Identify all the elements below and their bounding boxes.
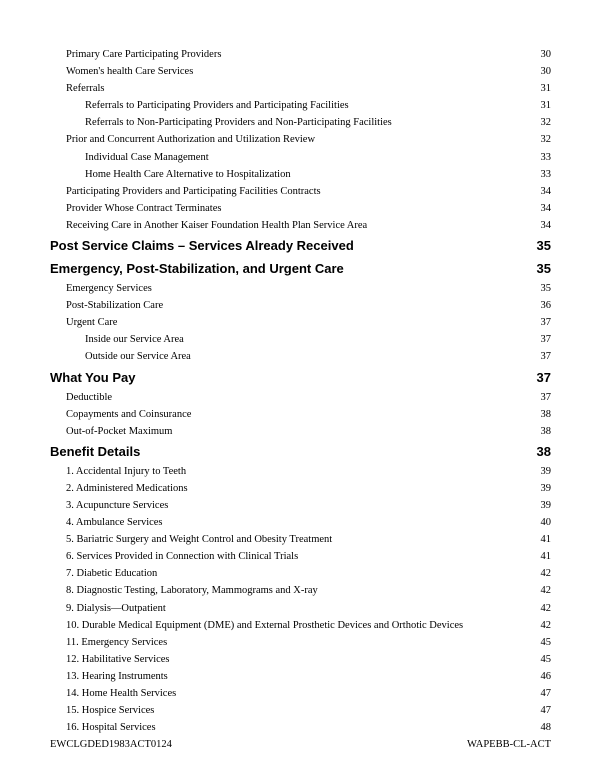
toc-entry[interactable] xyxy=(50,651,551,668)
toc-entry[interactable] xyxy=(50,668,551,685)
toc-entry[interactable] xyxy=(50,280,551,297)
toc-page-number: 39 xyxy=(540,482,551,494)
toc-entry-label: 12. Habilitative Services xyxy=(66,653,170,665)
toc-entry-label: Benefit Details xyxy=(50,443,141,459)
toc-entry[interactable] xyxy=(50,80,551,97)
footer-document-code: EWCLGDED1983ACT0124 xyxy=(50,739,172,750)
toc-entry[interactable] xyxy=(50,565,551,582)
toc-section-heading[interactable] xyxy=(50,440,551,463)
toc-page-number: 37 xyxy=(540,391,551,403)
toc-entry[interactable] xyxy=(50,685,551,702)
toc-entry-label: Referrals to Non-Participating Providers and Non-Participating Facilities xyxy=(85,117,392,129)
toc-entry[interactable] xyxy=(50,46,551,63)
toc-page-number: 38 xyxy=(540,408,551,420)
toc-page-number: 45 xyxy=(540,653,551,665)
toc-page-number: 30 xyxy=(540,66,551,78)
toc-entry[interactable] xyxy=(50,719,551,736)
toc-entry[interactable] xyxy=(50,423,551,440)
toc-entry[interactable] xyxy=(50,314,551,331)
toc-entry[interactable] xyxy=(50,183,551,200)
toc-entry-label: 6. Services Provided in Connection with Clinical Trials xyxy=(66,551,299,563)
toc-page-number: 32 xyxy=(540,134,551,146)
toc-entry-label: Referrals to Participating Providers and Participating Facilities xyxy=(85,100,349,112)
toc-entry-label: Home Health Care Alternative to Hospitalization xyxy=(85,168,291,180)
toc-entry-label: 14. Home Health Services xyxy=(66,688,177,699)
toc-page-number: 42 xyxy=(540,585,551,597)
toc-page-number: 34 xyxy=(540,185,551,197)
toc-entry-label: 10. Durable Medical Equipment (DME) and External Prosthetic Devices and Orthotic Devices xyxy=(66,619,464,631)
toc-page-number: 41 xyxy=(540,551,551,563)
toc-entry[interactable] xyxy=(50,702,551,719)
toc-page-number: 42 xyxy=(540,568,551,580)
toc-entry[interactable] xyxy=(50,600,551,617)
toc-entry[interactable] xyxy=(50,97,551,114)
toc-entry-label: 5. Bariatric Surgery and Weight Control and Obesity Treatment xyxy=(66,534,333,546)
toc-entry[interactable] xyxy=(50,131,551,148)
toc-entry-label: Participating Providers and Participating Facilities Contracts xyxy=(66,185,321,197)
toc-entry[interactable] xyxy=(50,114,551,131)
toc-entry[interactable] xyxy=(50,166,551,183)
toc-page-number: 34 xyxy=(540,202,551,214)
toc-page-number: 38 xyxy=(536,443,551,459)
toc-page-number: 31 xyxy=(540,83,551,95)
toc-page-number: 31 xyxy=(540,100,551,112)
toc-page-number: 37 xyxy=(540,317,551,329)
toc-entry-label: Primary Care Participating Providers xyxy=(66,49,222,60)
toc-page-number: 45 xyxy=(540,636,551,648)
toc-entry-label: 2. Administered Medications xyxy=(66,482,188,494)
toc-entry-label: 13. Hearing Instruments xyxy=(66,670,168,682)
toc-page-number: 35 xyxy=(536,261,551,277)
toc-page-number: 33 xyxy=(540,168,551,180)
toc-page-number: 47 xyxy=(540,705,551,717)
footer-form-code: WAPEBB-CL-ACT xyxy=(467,739,551,750)
toc-page-number: 37 xyxy=(536,369,551,385)
toc-entry-label: Outside our Service Area xyxy=(85,351,191,363)
toc-entry[interactable] xyxy=(50,200,551,217)
toc-page-number: 40 xyxy=(540,517,551,529)
toc-entry-label: Post Service Claims – Services Already Received xyxy=(50,238,354,254)
toc-entry-label: Post-Stabilization Care xyxy=(66,300,164,312)
toc-page-number: 37 xyxy=(540,334,551,346)
toc-page-number: 39 xyxy=(540,465,551,477)
toc-section-heading[interactable] xyxy=(50,366,551,389)
toc-entry[interactable] xyxy=(50,149,551,166)
toc-page-number: 42 xyxy=(540,619,551,631)
toc-entry-label: Prior and Concurrent Authorization and Utilization Review xyxy=(66,134,316,146)
toc-page-number: 48 xyxy=(540,722,551,734)
toc-entry-label: 15. Hospice Services xyxy=(66,705,155,717)
toc-entry[interactable] xyxy=(50,634,551,651)
toc-entry[interactable] xyxy=(50,617,551,634)
toc-page-number: 33 xyxy=(540,151,551,163)
page-footer xyxy=(50,739,551,750)
toc-entry[interactable] xyxy=(50,480,551,497)
toc-entry-label: Emergency, Post-Stabilization, and Urgent Care xyxy=(50,261,344,277)
toc-entry-label: Women's health Care Services xyxy=(66,66,194,78)
toc-entry-label: 1. Accidental Injury to Teeth xyxy=(66,465,187,477)
toc-entry[interactable] xyxy=(50,331,551,348)
toc-entry[interactable] xyxy=(50,463,551,480)
toc-page-number: 37 xyxy=(540,351,551,363)
toc-entry-label: Receiving Care in Another Kaiser Foundation Health Plan Service Area xyxy=(66,219,368,231)
toc-entry-label: Provider Whose Contract Terminates xyxy=(66,202,222,214)
toc-page-number: 47 xyxy=(540,688,551,699)
toc-section-heading[interactable] xyxy=(50,257,551,280)
toc-entry-label: 3. Acupuncture Services xyxy=(66,499,169,511)
toc-entry[interactable] xyxy=(50,514,551,531)
toc-entry[interactable] xyxy=(50,389,551,406)
toc-page-number: 34 xyxy=(540,219,551,231)
toc-page-number: 38 xyxy=(540,425,551,437)
toc-entry-label: Inside our Service Area xyxy=(85,334,184,346)
toc-entry[interactable] xyxy=(50,406,551,423)
toc-entry-label: 11. Emergency Services xyxy=(66,636,168,648)
toc-page-number: 46 xyxy=(540,670,551,682)
toc-entry-label: 4. Ambulance Services xyxy=(66,517,163,529)
toc-entry[interactable] xyxy=(50,217,551,234)
toc-page-number: 36 xyxy=(540,300,551,312)
toc-entry-label: Deductible xyxy=(66,391,113,403)
toc-entry[interactable] xyxy=(50,63,551,80)
toc-entry-label: Copayments and Coinsurance xyxy=(66,408,192,420)
toc-entry-label: Individual Case Management xyxy=(85,151,209,163)
toc-entry-label: Out-of-Pocket Maximum xyxy=(66,425,173,437)
toc-entry-label: 16. Hospital Services xyxy=(66,722,156,734)
toc-entry[interactable] xyxy=(50,548,551,565)
toc-entry-label: Urgent Care xyxy=(66,317,118,329)
toc-entry-label: 8. Diagnostic Testing, Laboratory, Mammograms and X-ray xyxy=(66,585,318,597)
toc-entry[interactable] xyxy=(50,297,551,314)
toc-entry[interactable] xyxy=(50,348,551,365)
toc-entry[interactable] xyxy=(50,531,551,548)
toc-entry-label: 9. Dialysis—Outpatient xyxy=(66,602,166,614)
toc-page-number: 35 xyxy=(536,238,551,254)
toc-entry-label: Referrals xyxy=(66,83,105,95)
toc-section-heading[interactable] xyxy=(50,234,551,257)
toc-entry-label: 7. Diabetic Education xyxy=(66,568,158,580)
toc-entry-label: Emergency Services xyxy=(66,283,152,295)
toc-page-number: 39 xyxy=(540,499,551,511)
toc-page-number: 42 xyxy=(540,602,551,614)
toc-page-number: 41 xyxy=(540,534,551,546)
toc-page-number: 32 xyxy=(540,117,551,129)
toc-entry[interactable] xyxy=(50,497,551,514)
toc-entry[interactable] xyxy=(50,582,551,599)
toc-page-number: 30 xyxy=(540,49,551,60)
table-of-contents xyxy=(50,46,551,736)
toc-entry-label: What You Pay xyxy=(50,369,136,385)
toc-page-number: 35 xyxy=(540,283,551,295)
